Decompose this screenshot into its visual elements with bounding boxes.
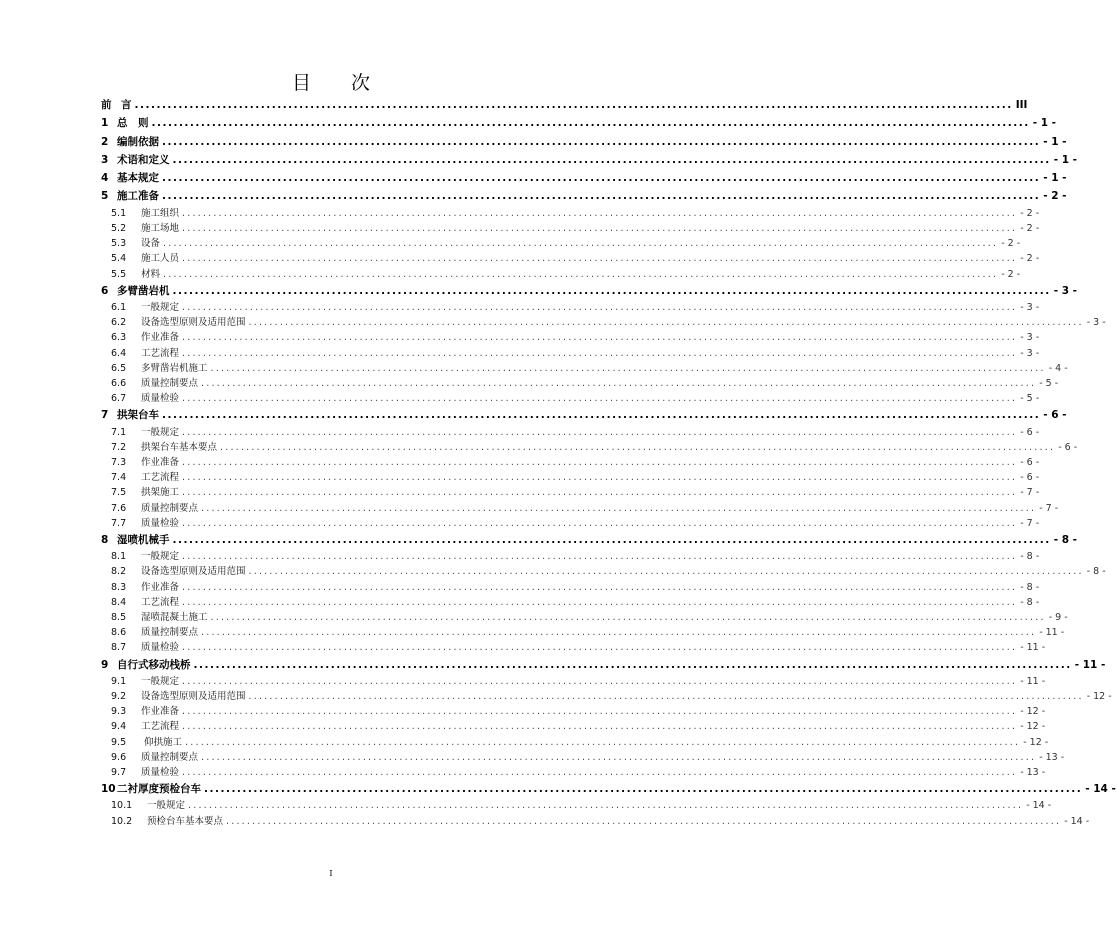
toc-entry-label: 术语和定义	[117, 153, 170, 166]
toc-entry-label: 施工人员	[141, 253, 180, 265]
toc-section-entry[interactable]	[101, 315, 1106, 330]
toc-leader-dots: ................................................................................................................................................................	[172, 533, 1051, 546]
toc-section-entry[interactable]	[101, 765, 1046, 780]
toc-leader-dots: ................................................................................................................................................................	[172, 153, 1051, 166]
toc-entry-page: - 5 -	[1020, 393, 1040, 405]
toc-entry-number: 9.7	[111, 766, 127, 778]
toc-leader-dots: ................................................................................................................................................................	[188, 800, 1024, 812]
toc-entry-number: 3	[101, 153, 109, 166]
toc-entry-number: 8.4	[111, 596, 127, 608]
toc-entry-label: 一般规定	[147, 800, 186, 812]
toc-entry-number: 8.3	[111, 581, 127, 593]
toc-leader-dots: ................................................................................................................................................................	[182, 472, 1018, 484]
toc-section-entry[interactable]	[101, 330, 1040, 345]
toc-entry-number: 9.3	[111, 706, 127, 718]
toc-section-entry[interactable]	[101, 455, 1040, 470]
toc-entry-label: 工艺流程	[141, 347, 180, 359]
toc-entry-page: - 6 -	[1043, 409, 1067, 422]
toc-entry-label: 二衬厚度预检台车	[117, 783, 201, 796]
toc-section-entry[interactable]	[101, 236, 1021, 251]
toc-entry-label: 施工准备	[117, 190, 159, 203]
toc-leader-dots: ................................................................................................................................................................	[182, 222, 1018, 234]
toc-entry-page: - 6 -	[1058, 441, 1078, 453]
toc-leader-dots: ................................................................................................................................................................	[182, 596, 1018, 608]
toc-leader-dots: ................................................................................................................................................................	[162, 135, 1041, 148]
toc-entry-label: 作业准备	[141, 332, 180, 344]
toc-entry-number: 6.5	[111, 362, 127, 374]
toc-entry-label: 设备选型原则及适用范围	[141, 566, 246, 578]
toc-entry-label: 质量检验	[141, 642, 180, 654]
toc-entry-number: 6	[101, 284, 109, 297]
toc-entry-number: 6.7	[111, 393, 127, 405]
toc-entry-number: 5.3	[111, 238, 127, 250]
toc-entry-page: - 11 -	[1020, 642, 1046, 654]
toc-entry-label: 拱架台车	[117, 409, 159, 422]
toc-entry-number: 8.2	[111, 566, 127, 578]
toc-entry-page: - 6 -	[1020, 426, 1040, 438]
toc-leader-dots: ................................................................................................................................................................	[182, 721, 1018, 733]
toc-entry-label: 工艺流程	[141, 721, 180, 733]
toc-section-entry[interactable]	[101, 425, 1040, 440]
toc-section-entry[interactable]	[101, 595, 1040, 610]
toc-entry-number: 9	[101, 658, 109, 671]
toc-entry-number: 10.2	[111, 815, 133, 827]
toc-chapter-entry[interactable]	[101, 282, 1078, 300]
toc-section-entry[interactable]	[101, 625, 1065, 640]
toc-entry-number: 7.6	[111, 502, 127, 514]
toc-entry-page: - 14 -	[1026, 800, 1052, 812]
toc-entry-number: 8.6	[111, 627, 127, 639]
toc-entry-number: 7.3	[111, 457, 127, 468]
toc-entry-label: 仰拱施工	[141, 736, 183, 748]
toc-section-entry[interactable]	[101, 501, 1059, 516]
toc-entry-page: - 12 -	[1020, 706, 1046, 718]
toc-leader-dots: ................................................................................................................................................................	[248, 317, 1084, 329]
toc-section-entry[interactable]	[101, 485, 1040, 500]
toc-leader-dots: ................................................................................................................................................................	[162, 172, 1041, 185]
toc-entry-page: - 3 -	[1020, 302, 1040, 314]
toc-leader-dots: ................................................................................................................................................................	[182, 517, 1018, 529]
toc-entry-label: 基本规定	[117, 172, 159, 185]
toc-leader-dots: ................................................................................................................................................................	[182, 581, 1018, 593]
toc-entry-page: - 12 -	[1020, 721, 1046, 733]
toc-entry-number: 6.4	[111, 347, 127, 359]
toc-section-entry[interactable]	[101, 221, 1040, 236]
toc-leader-dots: ................................................................................................................................................................	[182, 487, 1018, 499]
toc-entry-number: 6.3	[111, 332, 127, 344]
toc-entry-number: 9.2	[111, 691, 127, 703]
toc-entry-label: 质量控制要点	[141, 502, 199, 514]
toc-entry-number: 前	[101, 99, 112, 111]
toc-entry-number: 7.2	[111, 441, 127, 453]
toc-leader-dots: ................................................................................................................................................................	[182, 675, 1018, 687]
toc-entry-page: - 8 -	[1086, 566, 1106, 578]
toc-entry-number: 10.1	[111, 800, 133, 812]
toc-entry-page: - 2 -	[1020, 253, 1040, 265]
toc-entry-page: - 2 -	[1043, 190, 1067, 203]
toc-leader-dots: ................................................................................................................................................................	[226, 815, 1062, 827]
toc-leader-dots: ................................................................................................................................................................	[182, 642, 1018, 654]
toc-entry-page: - 13 -	[1020, 766, 1046, 778]
toc-entry-label: 湿喷混凝土施工	[141, 611, 208, 623]
toc-entry-page: - 7 -	[1039, 502, 1059, 514]
toc-leader-dots: ................................................................................................................................................................	[220, 441, 1056, 453]
toc-entry-label: 质量检验	[141, 766, 180, 778]
toc-section-entry[interactable]	[101, 300, 1040, 315]
toc-entry-page: - 9 -	[1048, 611, 1068, 623]
toc-entry-number: 2	[101, 135, 109, 148]
toc-entry-page: - 6 -	[1020, 457, 1040, 468]
toc-entry-label: 材料	[141, 268, 161, 280]
toc-leader-dots: ................................................................................................................................................................	[182, 551, 1018, 563]
toc-entry-label: 工艺流程	[141, 472, 180, 484]
table-of-contents	[101, 96, 1116, 829]
toc-section-entry[interactable]	[101, 750, 1065, 765]
page-title	[0, 68, 662, 95]
toc-section-entry[interactable]	[101, 564, 1106, 579]
toc-section-entry[interactable]	[101, 516, 1040, 531]
toc-entry-label: 施工组织	[141, 207, 180, 219]
toc-entry-page: - 12 -	[1086, 691, 1112, 703]
toc-entry-page: - 8 -	[1020, 596, 1040, 608]
toc-section-entry[interactable]	[101, 798, 1052, 813]
toc-section-entry[interactable]	[101, 674, 1046, 689]
toc-entry-page: - 8 -	[1053, 533, 1078, 546]
toc-chapter-entry[interactable]	[101, 187, 1067, 205]
toc-entry-label: 作业准备	[141, 581, 180, 593]
toc-entry-label: 质量控制要点	[141, 627, 199, 639]
toc-entry-label: 一般规定	[141, 551, 180, 563]
toc-entry-number: 10	[101, 783, 116, 796]
toc-section-entry[interactable]	[101, 267, 1021, 282]
toc-leader-dots: ................................................................................................................................................................	[182, 457, 1018, 468]
toc-entry-number: 7	[101, 409, 109, 422]
toc-leader-dots: ................................................................................................................................................................	[210, 611, 1046, 623]
toc-entry-label: 拱架施工	[141, 487, 180, 499]
toc-entry-label: 设备	[141, 238, 161, 250]
toc-entry-number: 6.1	[111, 302, 127, 314]
toc-entry-number: 9.4	[111, 721, 127, 733]
toc-entry-number: 5.1	[111, 207, 127, 219]
toc-chapter-entry[interactable]	[101, 133, 1067, 151]
toc-leader-dots: ................................................................................................................................................................	[182, 393, 1018, 405]
toc-entry-page: - 12 -	[1023, 736, 1049, 748]
page-title-char-1: 目	[291, 72, 311, 94]
toc-chapter-entry[interactable]	[101, 531, 1078, 549]
toc-entry-label: 作业准备	[141, 706, 180, 718]
toc-entry-page: - 8 -	[1020, 551, 1040, 563]
toc-entry-label: 自行式移动栈桥	[117, 658, 191, 671]
toc-entry-number: 8.7	[111, 642, 127, 654]
toc-leader-dots: ................................................................................................................................................................	[163, 268, 999, 280]
toc-entry-number: 5	[101, 190, 109, 203]
toc-entry-page: - 2 -	[1001, 238, 1021, 250]
toc-chapter-entry[interactable]	[101, 656, 1106, 674]
toc-entry-page: - 1 -	[1043, 172, 1067, 185]
toc-entry-label: 多臂凿岩机施工	[141, 362, 208, 374]
toc-leader-dots: ................................................................................................................................................................	[182, 302, 1018, 314]
toc-entry-number: 7.7	[111, 517, 127, 529]
toc-entry-page: - 7 -	[1020, 517, 1040, 529]
toc-entry-page: - 6 -	[1020, 472, 1040, 484]
toc-leader-dots: ................................................................................................................................................................	[201, 627, 1037, 639]
toc-entry-label: 编制依据	[117, 135, 159, 148]
toc-entry-number: 6.6	[111, 377, 127, 389]
toc-leader-dots: ................................................................................................................................................................	[162, 190, 1041, 203]
toc-entry-label: 施工场地	[141, 222, 180, 234]
toc-leader-dots: ................................................................................................................................................................	[162, 409, 1041, 422]
toc-entry-number: 5.4	[111, 253, 127, 265]
toc-leader-dots: ................................................................................................................................................................	[185, 736, 1021, 748]
toc-entry-label: 多臂凿岩机	[117, 284, 170, 297]
toc-leader-dots: ................................................................................................................................................................	[204, 783, 1083, 796]
toc-section-entry[interactable]	[101, 735, 1049, 750]
toc-chapter-entry[interactable]	[101, 114, 1057, 132]
toc-chapter-entry[interactable]	[101, 780, 1116, 798]
toc-leader-dots: ................................................................................................................................................................	[210, 362, 1046, 374]
toc-entry-label: 拱架台车基本要点	[141, 441, 218, 453]
toc-leader-dots: ................................................................................................................................................................	[248, 566, 1084, 578]
toc-entry-label: 作业准备	[141, 457, 180, 468]
toc-section-entry[interactable]	[101, 251, 1040, 266]
toc-entry-label: 湿喷机械手	[117, 533, 170, 546]
toc-entry-number: 9.5	[111, 736, 127, 748]
toc-entry-page: - 2 -	[1020, 207, 1040, 219]
toc-entry-number: 5.5	[111, 268, 127, 280]
toc-entry-page: - 11 -	[1074, 658, 1106, 671]
toc-leader-dots: ................................................................................................................................................................	[182, 706, 1018, 718]
toc-section-entry[interactable]	[101, 814, 1090, 829]
toc-entry-label: 一般规定	[141, 675, 180, 687]
toc-leader-dots: ................................................................................................................................................................	[201, 502, 1037, 514]
toc-entry-page: - 3 -	[1020, 347, 1040, 359]
toc-entry-page: - 1 -	[1032, 117, 1057, 130]
toc-leader-dots: ................................................................................................................................................................	[134, 99, 1013, 111]
toc-entry-number: 8.1	[111, 551, 127, 563]
toc-entry-number: 9.1	[111, 675, 127, 687]
toc-entry-page: - 1 -	[1043, 135, 1067, 148]
toc-entry-number: 7.4	[111, 472, 127, 484]
toc-section-entry[interactable]	[101, 610, 1068, 625]
toc-entry-page: - 2 -	[1020, 222, 1040, 234]
toc-entry-number: 7.5	[111, 487, 127, 499]
toc-entry-page: - 3 -	[1086, 317, 1106, 329]
toc-entry-label: 总 则	[117, 117, 149, 130]
toc-leader-dots: ................................................................................................................................................................	[201, 377, 1037, 389]
toc-entry-page: - 7 -	[1020, 487, 1040, 499]
toc-leader-dots: ................................................................................................................................................................	[248, 691, 1084, 703]
toc-section-entry[interactable]	[101, 689, 1112, 704]
toc-entry-number: 6.2	[111, 317, 127, 329]
toc-entry-label: 言	[121, 99, 132, 111]
toc-entry-number: 9.6	[111, 751, 127, 763]
toc-entry-page: III	[1015, 99, 1028, 111]
toc-entry-label: 预检台车基本要点	[147, 815, 224, 827]
toc-section-entry[interactable]	[101, 361, 1068, 376]
toc-section-entry[interactable]	[101, 206, 1040, 221]
toc-entry-number: 5.2	[111, 222, 127, 234]
toc-entry-page: - 2 -	[1001, 268, 1021, 280]
toc-entry-label: 设备选型原则及适用范围	[141, 691, 246, 703]
toc-leader-dots: ................................................................................................................................................................	[182, 347, 1018, 359]
toc-entry-label: 质量控制要点	[141, 377, 199, 389]
toc-leader-dots: ................................................................................................................................................................	[182, 332, 1018, 344]
toc-entry-number: 7.1	[111, 426, 127, 438]
toc-entry-label: 工艺流程	[141, 596, 180, 608]
toc-entry-label: 质量控制要点	[141, 751, 199, 763]
toc-entry-number: 1	[101, 117, 109, 130]
toc-entry-page: - 1 -	[1053, 153, 1078, 166]
toc-entry-page: - 14 -	[1064, 815, 1090, 827]
toc-chapter-entry[interactable]	[101, 151, 1078, 169]
toc-section-entry[interactable]	[101, 580, 1040, 595]
toc-section-entry[interactable]	[101, 376, 1059, 391]
toc-section-entry[interactable]	[101, 549, 1040, 564]
toc-entry-label: 设备选型原则及适用范围	[141, 317, 246, 329]
toc-entry-label: 一般规定	[141, 426, 180, 438]
toc-leader-dots: ................................................................................................................................................................	[163, 238, 999, 250]
toc-chapter-entry[interactable]	[101, 406, 1067, 424]
toc-entry-page: - 3 -	[1020, 332, 1040, 344]
toc-entry-number: 4	[101, 172, 109, 185]
toc-section-entry[interactable]	[101, 391, 1040, 406]
toc-entry-page: - 8 -	[1020, 581, 1040, 593]
toc-leader-dots: ................................................................................................................................................................	[182, 766, 1018, 778]
toc-leader-dots: ................................................................................................................................................................	[182, 253, 1018, 265]
toc-section-entry[interactable]	[101, 440, 1078, 455]
toc-leader-dots: ................................................................................................................................................................	[151, 117, 1030, 130]
toc-chapter-entry[interactable]	[101, 96, 1028, 114]
toc-leader-dots: ................................................................................................................................................................	[182, 426, 1018, 438]
toc-entry-label: 质量检验	[141, 517, 180, 529]
toc-entry-number: 8	[101, 533, 109, 546]
toc-entry-page: - 5 -	[1039, 377, 1059, 389]
toc-section-entry[interactable]	[101, 704, 1046, 719]
toc-entry-label: 质量检验	[141, 393, 180, 405]
toc-entry-page: - 11 -	[1020, 675, 1046, 687]
toc-leader-dots: ................................................................................................................................................................	[201, 751, 1037, 763]
toc-entry-page: - 4 -	[1048, 362, 1068, 374]
toc-entry-page: - 3 -	[1053, 284, 1078, 297]
toc-leader-dots: ................................................................................................................................................................	[182, 207, 1018, 219]
toc-entry-page: - 11 -	[1039, 627, 1065, 639]
toc-section-entry[interactable]	[101, 719, 1046, 734]
toc-entry-label: 一般规定	[141, 302, 180, 314]
toc-entry-page: - 13 -	[1039, 751, 1065, 763]
page-title-char-2: 次	[351, 72, 371, 94]
page-number: I	[329, 869, 333, 878]
toc-leader-dots: ................................................................................................................................................................	[193, 658, 1072, 671]
toc-entry-number: 8.5	[111, 611, 127, 623]
toc-section-entry[interactable]	[101, 640, 1046, 655]
toc-chapter-entry[interactable]	[101, 169, 1067, 187]
toc-leader-dots: ................................................................................................................................................................	[172, 284, 1051, 297]
toc-section-entry[interactable]	[101, 470, 1040, 485]
toc-entry-page: - 14 -	[1085, 783, 1116, 796]
toc-section-entry[interactable]	[101, 346, 1040, 361]
